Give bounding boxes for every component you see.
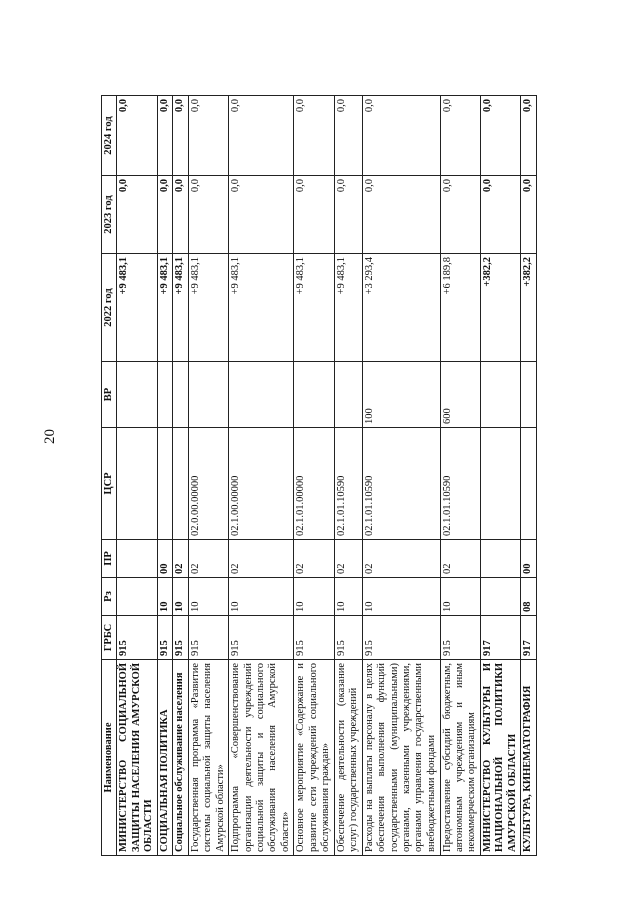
cell-rz: 10 (362, 578, 440, 616)
cell-name: Обеспечение деятельности (оказание услуг) государственных учреждений (334, 660, 362, 856)
cell-amount-2024: 0,0 (481, 96, 521, 176)
cell-grbs: 915 (229, 616, 294, 660)
cell-grbs: 915 (157, 616, 172, 660)
cell-rz: 10 (334, 578, 362, 616)
cell-amount-2024: 0,0 (188, 96, 228, 176)
cell-amount-2022: +9 483,1 (229, 254, 294, 362)
cell-amount-2023: 0,0 (157, 176, 172, 254)
header-vr: ВР (102, 362, 117, 428)
cell-rz: 10 (188, 578, 228, 616)
cell-pr (117, 540, 157, 578)
cell-amount-2022: +6 189,8 (440, 254, 480, 362)
cell-amount-2023: 0,0 (294, 176, 334, 254)
cell-grbs: 915 (188, 616, 228, 660)
cell-grbs: 917 (521, 616, 537, 660)
table-row (521, 96, 537, 856)
table-row (188, 96, 228, 856)
cell-rz: 10 (294, 578, 334, 616)
table-row (229, 96, 294, 856)
cell-amount-2022: +9 483,1 (334, 254, 362, 362)
cell-pr: 02 (294, 540, 334, 578)
table-row (440, 96, 480, 856)
cell-amount-2023: 0,0 (521, 176, 537, 254)
cell-amount-2023: 0,0 (481, 176, 521, 254)
cell-grbs: 915 (440, 616, 480, 660)
cell-name: КУЛЬТУРА, КИНЕМАТОГРАФИЯ (521, 660, 537, 856)
budget-table (101, 95, 537, 856)
cell-rz: 10 (157, 578, 172, 616)
cell-csr: 02.1.01.00000 (294, 428, 334, 540)
cell-name: СОЦИАЛЬНАЯ ПОЛИТИКА (157, 660, 172, 856)
header-name: Наименование (102, 660, 117, 856)
cell-amount-2022: +382,2 (521, 254, 537, 362)
table-row (481, 96, 521, 856)
cell-amount-2024: 0,0 (440, 96, 480, 176)
cell-grbs: 915 (117, 616, 157, 660)
cell-amount-2024: 0,0 (334, 96, 362, 176)
cell-amount-2023: 0,0 (117, 176, 157, 254)
header-csr: ЦСР (102, 428, 117, 540)
table-header-row (102, 96, 117, 856)
cell-amount-2024: 0,0 (157, 96, 172, 176)
cell-rz: 10 (229, 578, 294, 616)
header-pr: ПР (102, 540, 117, 578)
table-row (117, 96, 157, 856)
cell-vr (481, 362, 521, 428)
cell-grbs: 917 (481, 616, 521, 660)
cell-vr (117, 362, 157, 428)
table-row (334, 96, 362, 856)
cell-amount-2024: 0,0 (117, 96, 157, 176)
cell-vr: 600 (440, 362, 480, 428)
cell-amount-2023: 0,0 (188, 176, 228, 254)
cell-amount-2023: 0,0 (362, 176, 440, 254)
cell-name: Предоставление субсидий бюджетным, автономным учреждениям и иным некоммерческим организациям (440, 660, 480, 856)
cell-amount-2022: +3 293,4 (362, 254, 440, 362)
cell-amount-2024: 0,0 (294, 96, 334, 176)
cell-amount-2023: 0,0 (440, 176, 480, 254)
cell-grbs: 915 (294, 616, 334, 660)
cell-rz: 10 (440, 578, 480, 616)
cell-amount-2023: 0,0 (229, 176, 294, 254)
cell-pr (481, 540, 521, 578)
cell-grbs: 915 (173, 616, 188, 660)
cell-rz (481, 578, 521, 616)
cell-csr (157, 428, 172, 540)
table-row (294, 96, 334, 856)
cell-grbs: 915 (334, 616, 362, 660)
cell-csr: 02.1.00.00000 (229, 428, 294, 540)
cell-vr (229, 362, 294, 428)
cell-amount-2022: +9 483,1 (173, 254, 188, 362)
cell-amount-2022: +382,2 (481, 254, 521, 362)
cell-amount-2023: 0,0 (173, 176, 188, 254)
cell-name: МИНИСТЕРСТВО КУЛЬТУРЫ И НАЦИОНАЛЬНОЙ ПОЛИТИКИ АМУРСКОЙ ОБЛАСТИ (481, 660, 521, 856)
header-2024: 2024 год (102, 96, 117, 176)
cell-amount-2024: 0,0 (362, 96, 440, 176)
table-row (362, 96, 440, 856)
cell-csr (117, 428, 157, 540)
cell-csr (173, 428, 188, 540)
cell-amount-2023: 0,0 (334, 176, 362, 254)
cell-pr: 00 (521, 540, 537, 578)
cell-vr (294, 362, 334, 428)
cell-pr: 02 (334, 540, 362, 578)
cell-amount-2022: +9 483,1 (294, 254, 334, 362)
cell-vr (157, 362, 172, 428)
cell-vr (173, 362, 188, 428)
cell-pr: 02 (188, 540, 228, 578)
cell-csr: 02.1.01.10590 (440, 428, 480, 540)
cell-name: Подпрограмма «Совершенствование организации деятельности учреждений социальной защиты и социального обслуживания населения Амурской области» (229, 660, 294, 856)
cell-pr: 02 (229, 540, 294, 578)
cell-name: Государственная программа «Развитие системы социальной защиты населения Амурской области» (188, 660, 228, 856)
cell-rz (117, 578, 157, 616)
cell-name: Основное мероприятие «Содержание и развитие сети учреждений социального обслуживания граждан» (294, 660, 334, 856)
cell-pr: 02 (173, 540, 188, 578)
header-2022: 2022 год (102, 254, 117, 362)
header-2023: 2023 год (102, 176, 117, 254)
cell-csr (521, 428, 537, 540)
cell-vr: 100 (362, 362, 440, 428)
cell-name: Социальное обслуживание населения (173, 660, 188, 856)
cell-vr (188, 362, 228, 428)
cell-rz: 10 (173, 578, 188, 616)
cell-grbs: 915 (362, 616, 440, 660)
cell-csr (481, 428, 521, 540)
cell-name: МИНИСТЕРСТВО СОЦИАЛЬНОЙ ЗАЩИТЫ НАСЕЛЕНИЯ АМУРСКОЙ ОБЛАСТИ (117, 660, 157, 856)
cell-name: Расходы на выплаты персоналу в целях обеспечения выполнения функций государственными (муниципальными) органами, казенными учреждениями, органами управления государственными внебюджетными фондами (362, 660, 440, 856)
cell-csr: 02.1.01.10590 (362, 428, 440, 540)
cell-pr: 02 (362, 540, 440, 578)
rotated-table-container (101, 96, 537, 856)
cell-csr: 02.1.01.10590 (334, 428, 362, 540)
cell-vr (521, 362, 537, 428)
cell-pr: 02 (440, 540, 480, 578)
cell-amount-2022: +9 483,1 (117, 254, 157, 362)
cell-amount-2024: 0,0 (521, 96, 537, 176)
cell-vr (334, 362, 362, 428)
table-row (157, 96, 172, 856)
cell-rz: 08 (521, 578, 537, 616)
table-row (173, 96, 188, 856)
cell-amount-2022: +9 483,1 (157, 254, 172, 362)
cell-amount-2024: 0,0 (173, 96, 188, 176)
cell-csr: 02.0.00.00000 (188, 428, 228, 540)
header-grbs: ГРБС (102, 616, 117, 660)
page-number: 20 (42, 429, 58, 444)
header-rz: Рз (102, 578, 117, 616)
cell-pr: 00 (157, 540, 172, 578)
cell-amount-2022: +9 483,1 (188, 254, 228, 362)
cell-amount-2024: 0,0 (229, 96, 294, 176)
